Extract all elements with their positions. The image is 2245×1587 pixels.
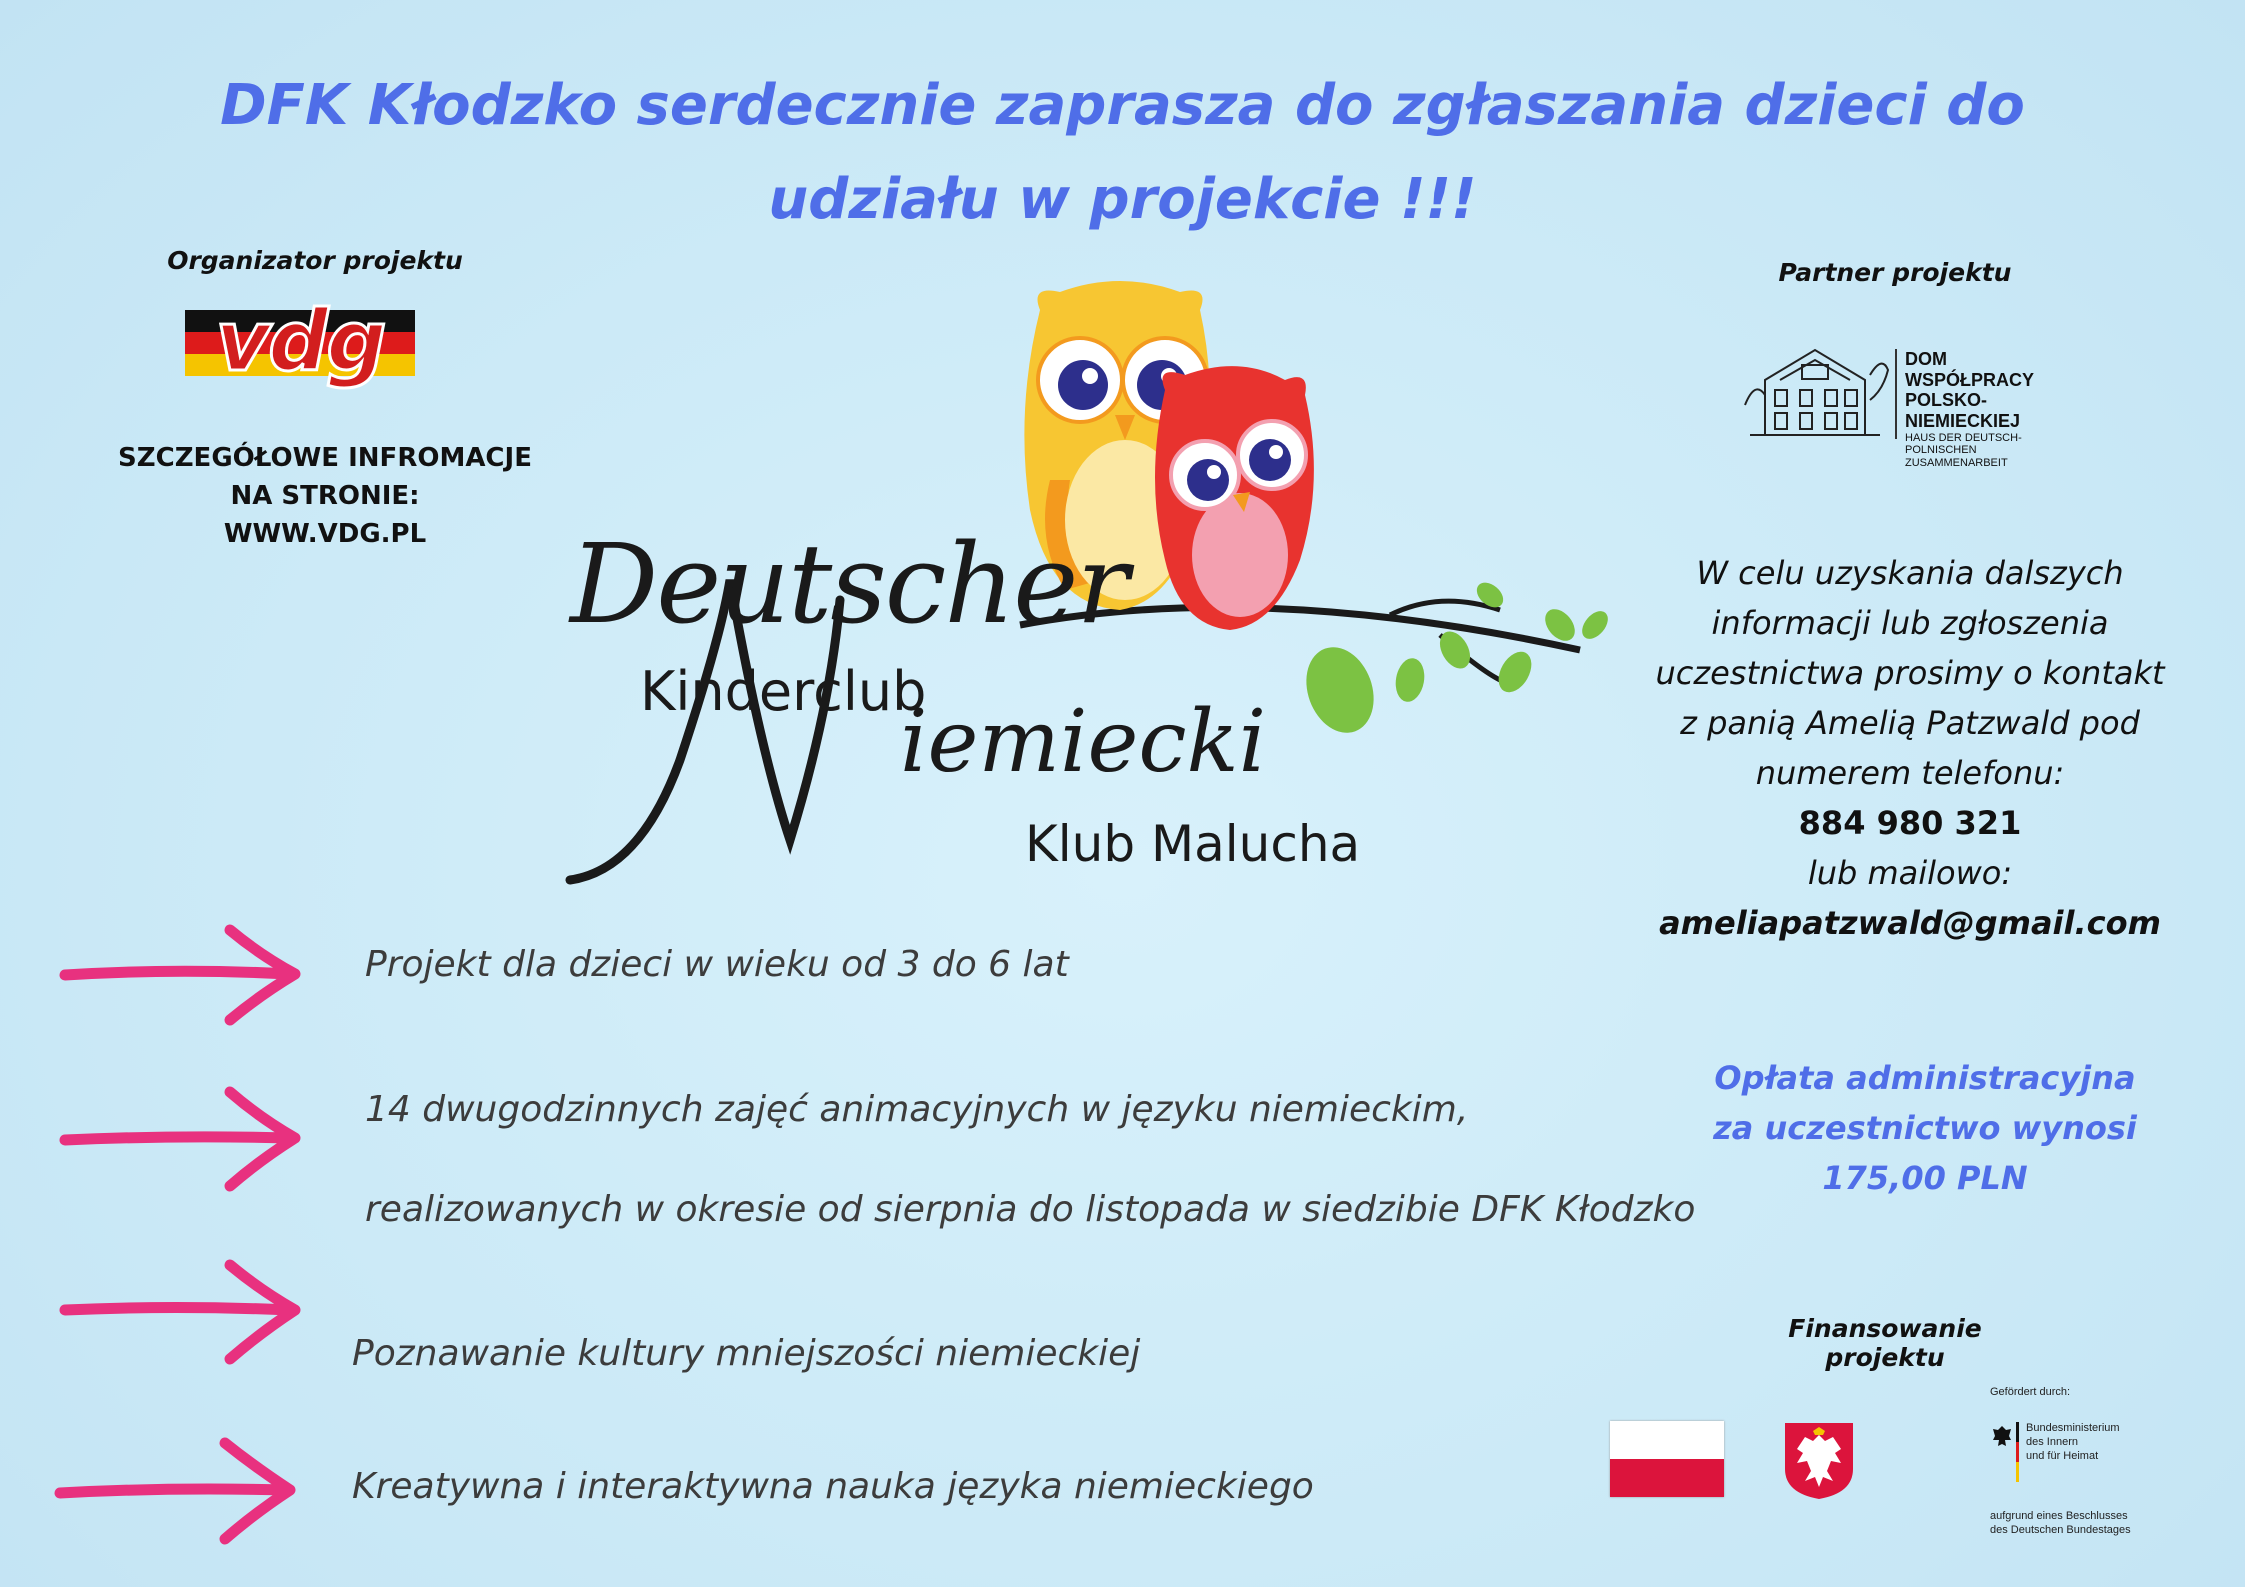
organizer-website: WWW.VDG.PL	[223, 519, 427, 549]
contact-line-1: W celu uzyskania dalszych	[1696, 554, 2124, 592]
list-item-learning: Kreatywna i interaktywna nauka języka niemieckiego	[352, 1466, 1314, 1507]
pink-arrow-icon	[55, 920, 305, 1060]
title-line-1: DFK Kłodzko serdecznie zaprasza do zgłaszania dzieci do	[220, 73, 2025, 138]
contact-or-mail: lub mailowo:	[1807, 854, 2013, 892]
list-item-classes-continued: realizowanych w okresie od sierpnia do listopada w siedzibie DFK Kłodzko	[365, 1189, 1696, 1230]
list-item-age: Projekt dla dzieci w wieku od 3 do 6 lat	[365, 944, 1069, 985]
club-logo-word-niemiecki: iemiecki	[900, 692, 1267, 792]
partner-logo	[1740, 335, 2060, 470]
bmi-logo	[1990, 1386, 2200, 1546]
club-logo-word-klub-malucha: Klub Malucha	[1025, 815, 1361, 873]
contact-line-4: z panią Amelią Patzwald pod	[1680, 704, 2140, 742]
decision-line-2: des Deutschen Bundestages	[1990, 1523, 2131, 1536]
partner-house-icon	[1740, 335, 1890, 445]
list-item-classes: 14 dwugodzinnych zajęć animacyjnych w języku niemieckim,	[365, 1089, 1469, 1130]
contact-line-5: numerem telefonu:	[1755, 754, 2065, 792]
partner-label: Partner projektu	[1778, 258, 2012, 287]
polish-flag-icon	[1610, 1421, 1724, 1497]
club-logo-word-kinderclub: Kinderclub	[640, 660, 927, 723]
club-logo-word-deutscher: Deutscher	[570, 520, 1127, 648]
ministry-line-2: des Innern	[2026, 1435, 2078, 1448]
funding-label: Finansowanie projektu	[1788, 1314, 1982, 1372]
funding-supported-by: Gefördert durch:	[1990, 1386, 2071, 1398]
organizer-info	[110, 439, 540, 553]
list-item-culture: Poznawanie kultury mniejszości niemieckiej	[352, 1333, 1141, 1374]
pink-arrow-icon	[50, 1425, 300, 1565]
ministry-line-1: Bundesministerium	[2026, 1422, 2120, 1434]
contact-line-3: uczestnictwa prosimy o kontakt	[1655, 654, 2165, 692]
partner-logo-line-1: DOM WSPÓŁPRACY	[1905, 349, 2035, 390]
german-eagle-icon	[1992, 1424, 2012, 1454]
organizer-info-line-2: NA STRONIE:	[230, 481, 420, 511]
ministry-line-3: und für Heimat	[2026, 1449, 2099, 1462]
fee-line-2: za uczestnictwo wynosi	[1713, 1109, 2137, 1147]
title-line-2: udziału w projekcie !!!	[768, 167, 1477, 232]
fee-amount: 175,00 PLN	[1822, 1159, 2028, 1197]
pink-arrow-icon	[55, 1080, 305, 1220]
vdg-logo	[185, 292, 415, 410]
vdg-logo-text: vdg	[215, 292, 385, 390]
partner-logo-line-3: HAUS DER DEUTSCH-POLNISCHEN	[1905, 431, 2022, 457]
club-logo	[560, 280, 1620, 900]
fee-block	[1650, 1053, 2200, 1203]
contact-line-2: informacji lub zgłoszenia	[1711, 604, 2109, 642]
contact-block	[1620, 548, 2200, 948]
organizer-info-line-1: SZCZEGÓŁOWE INFROMACJE	[118, 443, 532, 473]
partner-logo-line-2: POLSKO-NIEMIECKIEJ	[1905, 390, 2021, 432]
partner-logo-line-4: ZUSAMMENARBEIT	[1905, 457, 2008, 470]
fee-line-1: Opłata administracyjna	[1714, 1059, 2136, 1097]
contact-phone[interactable]: 884 980 321	[1798, 804, 2022, 842]
red-owl-icon	[1155, 366, 1314, 630]
polish-eagle-emblem-icon	[1783, 1421, 1855, 1501]
decision-line-1: aufgrund eines Beschlusses	[1990, 1510, 2128, 1522]
organizer-label: Organizator projektu	[167, 246, 463, 275]
contact-email[interactable]: ameliapatzwald@gmail.com	[1659, 904, 2161, 942]
pink-arrow-icon	[55, 1255, 305, 1395]
